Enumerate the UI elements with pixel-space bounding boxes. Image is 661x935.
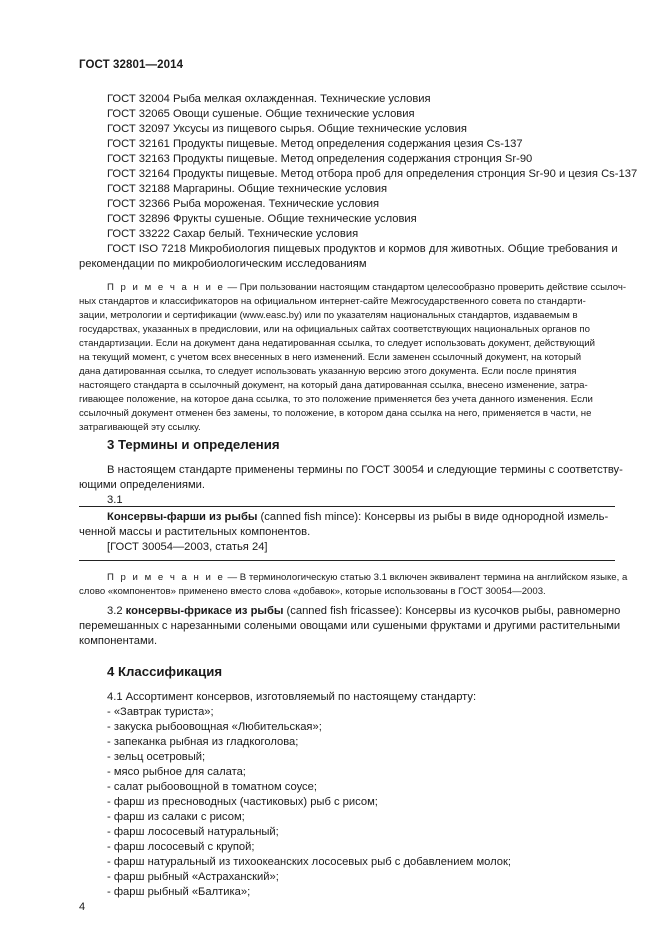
page-number: 4 bbox=[79, 901, 86, 913]
section-intro: ющими определениями. bbox=[79, 479, 206, 491]
reference-item: ГОСТ 32065 Овощи сушеные. Общие технические условия bbox=[107, 108, 415, 120]
list-item: - салат рыбоовощной в томатном соусе; bbox=[107, 781, 317, 793]
term-definition-continuation: перемешанных с нарезанными солеными овощами или сушеными фруктами и другими растительными bbox=[79, 620, 621, 632]
note-text: — При пользовании настоящим стандартом целесообразно проверить действие ссылоч- bbox=[224, 282, 627, 293]
note-line: на текущий момент, с учетом всех внесенных в него изменений. Если заменен ссылочный документ, на который bbox=[79, 352, 582, 363]
list-item: - зельц осетровый; bbox=[107, 751, 206, 763]
list-item: - запеканка рыбная из гладкоголова; bbox=[107, 736, 299, 748]
reference-item: ГОСТ 32896 Фрукты сушеные. Общие технические условия bbox=[107, 213, 417, 225]
note-label: П р и м е ч а н и е bbox=[107, 572, 225, 583]
note-line: настоящего стандарта в ссылочный документ, на который дана датированная ссылка, внесено изменение, затра- bbox=[79, 380, 588, 391]
note-line: зации, метрологии и сертификации (www.easc.by) или по указателям национальных стандартов, издаваемым в bbox=[79, 310, 578, 321]
term-definition-continuation: ченной массы и растительных компонентов. bbox=[79, 526, 311, 538]
note-line: ссылочный документ отменен без замены, то положение, в котором дана ссылка на него, применяется в части, не bbox=[79, 408, 592, 419]
note-line: затрагивающей эту ссылку. bbox=[79, 422, 201, 433]
note-line: государствах, указанных в предисловии, или на официальных сайтах соответствующих национальных органов по bbox=[79, 324, 590, 335]
list-item: - фарш натуральный из тихоокеанских лососевых рыб с добавлением молок; bbox=[107, 856, 512, 868]
reference-item: ГОСТ 32163 Продукты пищевые. Метод определения содержания стронция Sr-90 bbox=[107, 153, 533, 165]
reference-item: ГОСТ 32004 Рыба мелкая охлажденная. Технические условия bbox=[107, 93, 431, 105]
section-intro: В настоящем стандарте применены термины по ГОСТ 30054 и следующие термины с соответству- bbox=[107, 464, 623, 476]
note-line: гивающее положение, на которое дана ссылка, то это положение применяется без учета данного изменения. Если bbox=[79, 394, 593, 405]
page-header-title: ГОСТ 32801—2014 bbox=[79, 59, 184, 71]
reference-item: ГОСТ 32188 Маргарины. Общие технические условия bbox=[107, 183, 388, 195]
list-item: - фарш лососевый с крупой; bbox=[107, 841, 255, 853]
list-item: - фарш рыбный «Астраханский»; bbox=[107, 871, 279, 883]
list-item: - фарш рыбный «Балтика»; bbox=[107, 886, 251, 898]
reference-item-continuation: рекомендации по микробиологическим исследованиям bbox=[79, 258, 367, 270]
list-item: - фарш из пресноводных (частиковых) рыб с рисом; bbox=[107, 796, 378, 808]
reference-item: ГОСТ 32164 Продукты пищевые. Метод отбора проб для определения стронция Sr-90 и цезия Cs-137 bbox=[107, 168, 638, 180]
term-definition-box bbox=[79, 506, 615, 561]
list-item: - «Завтрак туриста»; bbox=[107, 706, 214, 718]
term-source: [ГОСТ 30054—2003, статья 24] bbox=[107, 541, 268, 553]
note-line: стандартизации. Если на документ дана недатированная ссылка, то следует использовать документ, действующий bbox=[79, 338, 595, 349]
term-number: 3.1 bbox=[107, 494, 123, 506]
term-name: Консервы-фарши из рыбы bbox=[107, 511, 258, 523]
reference-item: ГОСТ 32366 Рыба мороженая. Технические условия bbox=[107, 198, 380, 210]
note-text: — В терминологическую статью 3.1 включен эквивалент термина на английском языке, а bbox=[224, 572, 628, 583]
section-heading: 3 Термины и определения bbox=[107, 437, 280, 452]
term-definition-line bbox=[107, 510, 608, 524]
term-definition-continuation: компонентами. bbox=[79, 635, 158, 647]
term-definition: (canned fish fricassee): Консервы из кусочков рыбы, равномерно bbox=[283, 605, 621, 617]
reference-item: ГОСТ ISO 7218 Микробиология пищевых продуктов и кормов для животных. Общие требования и bbox=[107, 243, 618, 255]
list-item: - мясо рыбное для салата; bbox=[107, 766, 246, 778]
list-item: - фарш лососевый натуральный; bbox=[107, 826, 279, 838]
list-item: - фарш из салаки с рисом; bbox=[107, 811, 245, 823]
note-first-line bbox=[107, 281, 626, 294]
term-name: консервы-фрикасе из рыбы bbox=[125, 605, 284, 617]
reference-item: ГОСТ 32161 Продукты пищевые. Метод определения содержания цезия Cs-137 bbox=[107, 138, 523, 150]
note-first-line bbox=[107, 571, 627, 584]
section-heading: 4 Классификация bbox=[107, 664, 223, 679]
term-number: 3.2 bbox=[107, 605, 126, 617]
note-line: слово «компонентов» применено вместо слова «добавок», которые использованы в ГОСТ 30054—2003. bbox=[79, 586, 546, 597]
note-line: дана датированная ссылка, то следует использовать указанную версию этого документа. Если после принятия bbox=[79, 366, 577, 377]
reference-item: ГОСТ 33222 Сахар белый. Технические условия bbox=[107, 228, 359, 240]
list-item: - закуска рыбоовощная «Любительская»; bbox=[107, 721, 322, 733]
note-label: П р и м е ч а н и е bbox=[107, 282, 225, 293]
note-line: ных стандартов и классификаторов на официальном интернет-сайте Межгосударственного совета по стандарти- bbox=[79, 296, 586, 307]
section-intro: 4.1 Ассортимент консервов, изготовляемый по настоящему стандарту: bbox=[107, 691, 477, 703]
reference-item: ГОСТ 32097 Уксусы из пищевого сырья. Общие технические условия bbox=[107, 123, 467, 135]
term-definition: (canned fish mince): Консервы из рыбы в виде однородной измель- bbox=[257, 511, 609, 523]
term-definition-line bbox=[107, 604, 620, 618]
